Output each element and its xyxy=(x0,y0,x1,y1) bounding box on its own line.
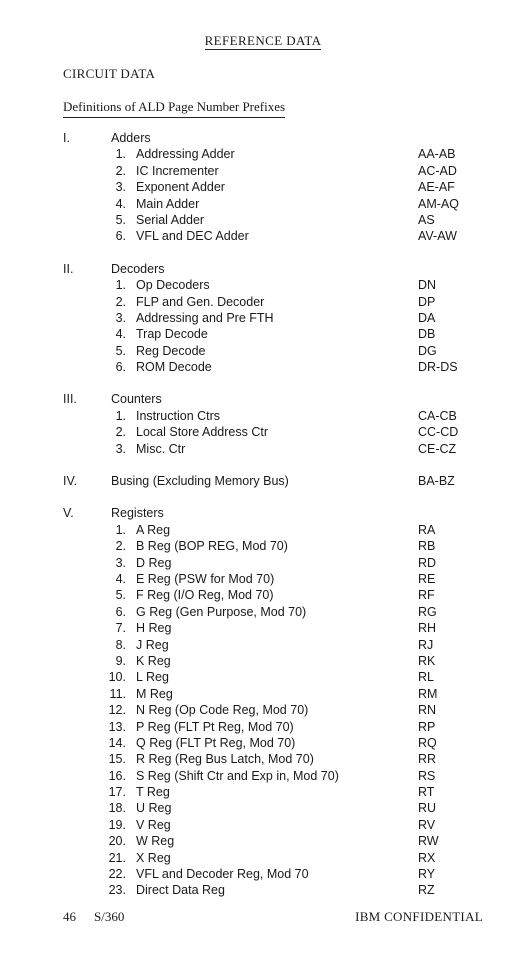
section-title-row xyxy=(0,505,526,521)
item-number: 5. xyxy=(115,212,126,227)
list-item xyxy=(0,326,526,342)
list-item xyxy=(0,850,526,866)
prefix-code: RF xyxy=(418,588,435,603)
prefix-section xyxy=(0,261,526,376)
item-label: VFL and DEC Adder xyxy=(136,229,249,244)
item-label: Misc. Ctr xyxy=(136,441,186,456)
item-label: VFL and Decoder Reg, Mod 70 xyxy=(136,867,309,882)
list-item xyxy=(0,408,526,424)
prefix-code: CE-CZ xyxy=(418,441,457,456)
item-number: 15. xyxy=(108,752,126,767)
prefix-code: RW xyxy=(418,834,439,849)
section-title: Registers xyxy=(111,506,164,521)
prefix-code: RQ xyxy=(418,735,437,750)
list-item xyxy=(0,163,526,179)
item-number: 2. xyxy=(115,539,126,554)
item-label: Exponent Adder xyxy=(136,180,225,195)
page-header xyxy=(0,33,526,49)
item-number: 9. xyxy=(115,653,126,668)
prefix-code: DR-DS xyxy=(418,360,458,375)
section-title: Decoders xyxy=(111,261,165,276)
prefix-code: RA xyxy=(418,522,436,537)
section-title-row xyxy=(0,261,526,277)
prefix-code: RL xyxy=(418,670,434,685)
prefix-code: RV xyxy=(418,817,436,832)
item-number: 1. xyxy=(115,408,126,423)
prefix-code: RH xyxy=(418,621,437,636)
item-label: B Reg (BOP REG, Mod 70) xyxy=(136,539,288,554)
list-item xyxy=(0,294,526,310)
list-item xyxy=(0,441,526,457)
item-number: 20. xyxy=(108,834,126,849)
definitions-heading: Definitions of ALD Page Number Prefixes xyxy=(63,99,285,118)
item-label: Q Reg (FLT Pt Reg, Mod 70) xyxy=(136,735,296,750)
prefix-code: DP xyxy=(418,294,436,309)
prefix-section xyxy=(0,130,526,245)
list-item xyxy=(0,179,526,195)
list-item xyxy=(0,310,526,326)
prefix-code: RT xyxy=(418,785,435,800)
item-label: Op Decoders xyxy=(136,278,210,293)
item-label: P Reg (FLT Pt Reg, Mod 70) xyxy=(136,719,294,734)
item-number: 3. xyxy=(115,441,126,456)
prefix-code: CC-CD xyxy=(418,425,459,440)
item-label: H Reg xyxy=(136,621,172,636)
item-label: R Reg (Reg Bus Latch, Mod 70) xyxy=(136,752,314,767)
confidential-label: IBM CONFIDENTIAL xyxy=(355,909,483,924)
item-number: 21. xyxy=(108,850,126,865)
section-title-row xyxy=(0,130,526,146)
section-heading: CIRCUIT DATA xyxy=(63,66,156,81)
section-numeral: III. xyxy=(63,392,77,407)
prefix-code: RM xyxy=(418,686,438,701)
item-number: 3. xyxy=(115,180,126,195)
list-item xyxy=(0,604,526,620)
item-label: ROM Decode xyxy=(136,360,212,375)
section-title-row xyxy=(0,391,526,407)
item-label: K Reg xyxy=(136,653,171,668)
item-number: 14. xyxy=(108,735,126,750)
list-item xyxy=(0,784,526,800)
item-label: Serial Adder xyxy=(136,212,205,227)
item-label: F Reg (I/O Reg, Mod 70) xyxy=(136,588,274,603)
prefix-code: BA-BZ xyxy=(418,474,455,489)
list-item xyxy=(0,359,526,375)
item-label: Main Adder xyxy=(136,196,200,211)
item-label: FLP and Gen. Decoder xyxy=(136,294,265,309)
section-title: Adders xyxy=(111,131,151,145)
item-number: 2. xyxy=(115,294,126,309)
list-item xyxy=(0,555,526,571)
prefix-code: CA-CB xyxy=(418,408,457,423)
prefix-code: AV-AW xyxy=(418,229,457,244)
list-item xyxy=(0,538,526,554)
page-title: REFERENCE DATA xyxy=(204,33,322,48)
item-label: T Reg xyxy=(136,785,170,800)
prefix-code: RU xyxy=(418,801,437,816)
prefix-code: RX xyxy=(418,850,436,865)
prefix-code: RS xyxy=(418,768,436,783)
prefix-code: RP xyxy=(418,719,436,734)
item-number: 8. xyxy=(115,637,126,652)
prefix-code: DN xyxy=(418,278,437,293)
list-item xyxy=(0,669,526,685)
item-number: 1. xyxy=(115,522,126,537)
item-label: L Reg xyxy=(136,670,169,685)
item-number: 11. xyxy=(109,686,126,701)
prefix-code: RE xyxy=(418,571,436,586)
item-number: 16. xyxy=(108,768,126,783)
item-number: 22. xyxy=(108,867,126,882)
item-number: 5. xyxy=(115,588,126,603)
item-number: 4. xyxy=(115,196,126,211)
prefix-code: DB xyxy=(418,327,436,342)
item-number: 6. xyxy=(115,360,126,375)
item-label: Trap Decode xyxy=(136,327,208,342)
list-item xyxy=(0,719,526,735)
prefix-code: RY xyxy=(418,867,436,882)
section-title: Counters xyxy=(111,392,162,407)
list-item xyxy=(0,277,526,293)
list-item xyxy=(0,343,526,359)
item-label: V Reg xyxy=(136,817,171,832)
item-number: 23. xyxy=(108,883,126,898)
list-item xyxy=(0,571,526,587)
prefix-code: RJ xyxy=(418,637,434,652)
list-item xyxy=(0,882,526,898)
item-label: S Reg (Shift Ctr and Exp in, Mod 70) xyxy=(136,768,339,783)
item-number: 19. xyxy=(108,817,126,832)
prefix-code: RG xyxy=(418,604,437,619)
item-label: A Reg xyxy=(136,522,171,537)
list-item xyxy=(0,866,526,882)
item-label: Reg Decode xyxy=(136,343,206,358)
list-item xyxy=(0,702,526,718)
list-item xyxy=(0,833,526,849)
item-number: 10. xyxy=(108,670,126,685)
item-label: X Reg xyxy=(136,850,171,865)
section-numeral: V. xyxy=(63,506,74,521)
item-number: 6. xyxy=(115,229,126,244)
list-item xyxy=(0,735,526,751)
list-item xyxy=(0,424,526,440)
prefix-code: AE-AF xyxy=(418,180,455,195)
prefix-code: RK xyxy=(418,653,436,668)
prefix-code: AA-AB xyxy=(418,147,456,162)
list-item xyxy=(0,146,526,162)
prefix-code: RZ xyxy=(418,883,435,898)
prefix-section xyxy=(0,473,526,489)
list-item xyxy=(0,620,526,636)
system-name: S/360 xyxy=(94,909,125,924)
prefix-code: DA xyxy=(418,310,436,325)
list-item xyxy=(0,751,526,767)
item-number: 18. xyxy=(108,801,126,816)
list-item xyxy=(0,817,526,833)
prefix-code: RD xyxy=(418,555,437,570)
item-number: 1. xyxy=(115,147,126,162)
item-number: 4. xyxy=(115,327,126,342)
prefix-code: RR xyxy=(418,752,437,767)
list-item xyxy=(0,212,526,228)
prefix-code: AM-AQ xyxy=(418,196,459,211)
item-number: 6. xyxy=(115,604,126,619)
list-item xyxy=(0,653,526,669)
item-label: J Reg xyxy=(136,637,169,652)
page-number: 46 xyxy=(63,909,76,924)
item-number: 4. xyxy=(115,571,126,586)
item-number: 2. xyxy=(115,425,126,440)
item-number: 13. xyxy=(108,719,126,734)
item-number: 17. xyxy=(108,785,126,800)
item-label: Addressing and Pre FTH xyxy=(136,310,274,325)
item-number: 3. xyxy=(115,555,126,570)
prefix-code: RB xyxy=(418,539,436,554)
section-title: Busing (Excluding Memory Bus) xyxy=(111,474,289,489)
item-label: E Reg (PSW for Mod 70) xyxy=(136,571,275,586)
item-label: U Reg xyxy=(136,801,172,816)
prefix-code: DG xyxy=(418,343,437,358)
item-number: 3. xyxy=(115,310,126,325)
item-number: 7. xyxy=(115,621,126,636)
prefix-section xyxy=(0,391,526,457)
item-label: Addressing Adder xyxy=(136,147,235,162)
item-label: G Reg (Gen Purpose, Mod 70) xyxy=(136,604,307,619)
list-item xyxy=(0,768,526,784)
section-title-row xyxy=(0,473,526,489)
prefix-code: AC-AD xyxy=(418,163,457,178)
section-numeral: II. xyxy=(63,261,74,276)
prefix-list xyxy=(0,130,526,899)
item-number: 2. xyxy=(115,163,126,178)
item-label: Direct Data Reg xyxy=(136,883,225,898)
item-label: M Reg xyxy=(136,686,173,701)
prefix-section xyxy=(0,505,526,898)
item-label: D Reg xyxy=(136,555,172,570)
section-numeral: I. xyxy=(63,131,70,145)
list-item xyxy=(0,522,526,538)
list-item xyxy=(0,228,526,244)
prefix-code: RN xyxy=(418,703,437,718)
list-item xyxy=(0,800,526,816)
item-label: IC Incrementer xyxy=(136,163,219,178)
item-number: 1. xyxy=(115,278,126,293)
item-number: 5. xyxy=(115,343,126,358)
item-label: Instruction Ctrs xyxy=(136,408,221,423)
section-numeral: IV. xyxy=(63,474,78,489)
prefix-code: AS xyxy=(418,212,435,227)
list-item xyxy=(0,587,526,603)
item-label: N Reg (Op Code Reg, Mod 70) xyxy=(136,703,309,718)
item-number: 12. xyxy=(108,703,126,718)
list-item xyxy=(0,637,526,653)
item-label: Local Store Address Ctr xyxy=(136,425,269,440)
item-label: W Reg xyxy=(136,834,175,849)
list-item xyxy=(0,686,526,702)
list-item xyxy=(0,196,526,212)
